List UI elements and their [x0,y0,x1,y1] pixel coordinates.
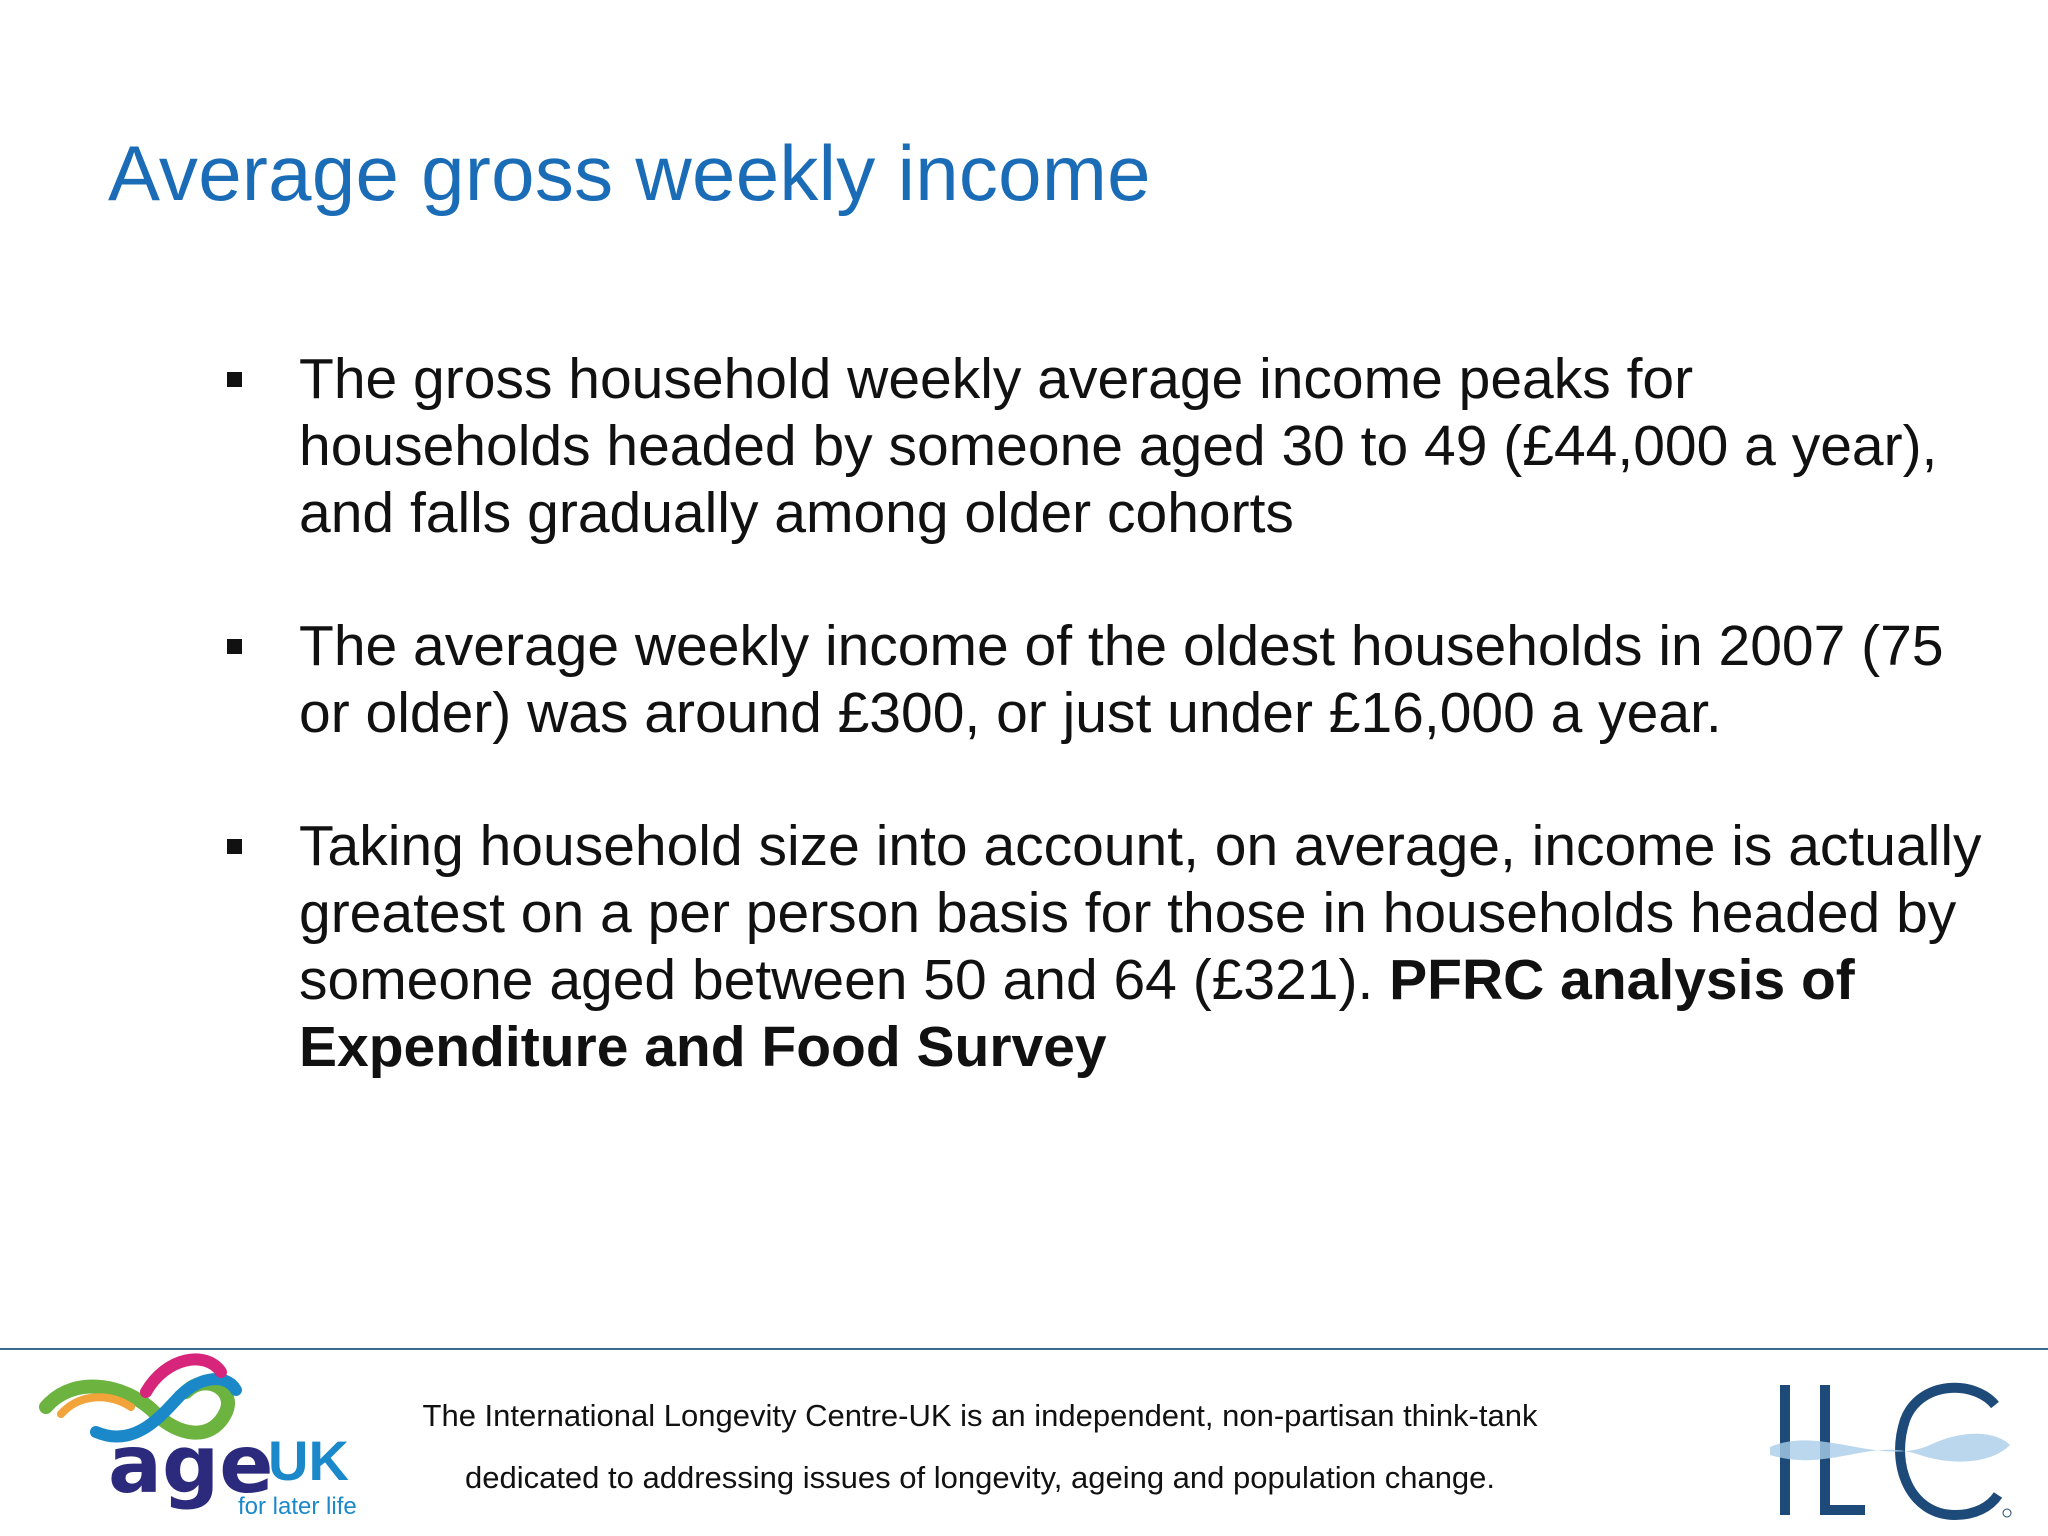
square-bullet-icon [227,839,242,854]
footer-line-2: dedicated to addressing issues of longevity, ageing and population change. [464,1460,1496,1495]
footer-statement [380,1385,1580,1509]
bullet-item [222,813,1982,1081]
square-bullet-icon [227,639,242,654]
bullet-text: Taking household size into account, on average, income is actually greatest on a per person basis for those in households headed by someone aged between 50 and 64 (£321). [299,814,1982,1012]
bullet-text: The average weekly income of the oldest households in 2007 (75 or older) was around £300, or just under £16,000 a year. [299,614,1944,745]
source-citation: PFRC analysis of Expenditure and Food Survey [299,948,1855,1079]
square-bullet-icon [227,372,242,387]
ilc-logo [1770,1375,2020,1523]
bullet-text: The gross household weekly average income peaks for households headed by someone aged 30 to 49 (£44,000 a year), and falls gradually among older cohorts [299,347,1938,545]
age-uk-logo [36,1352,376,1528]
slide-title: Average gross weekly income [108,129,1151,217]
footer-divider [0,1348,2048,1350]
ilc-wave-icon [1770,1434,2010,1462]
bullet-list [222,346,1982,1147]
age-uk-tagline: for later life [238,1493,357,1520]
bullet-item [222,346,1982,547]
uk-wordmark: UK [268,1429,349,1492]
bullet-item [222,613,1982,747]
age-wordmark: age [108,1418,274,1511]
footer-line-1: The International Longevity Centre-UK is an independent, non-partisan think-tank [422,1398,1538,1433]
